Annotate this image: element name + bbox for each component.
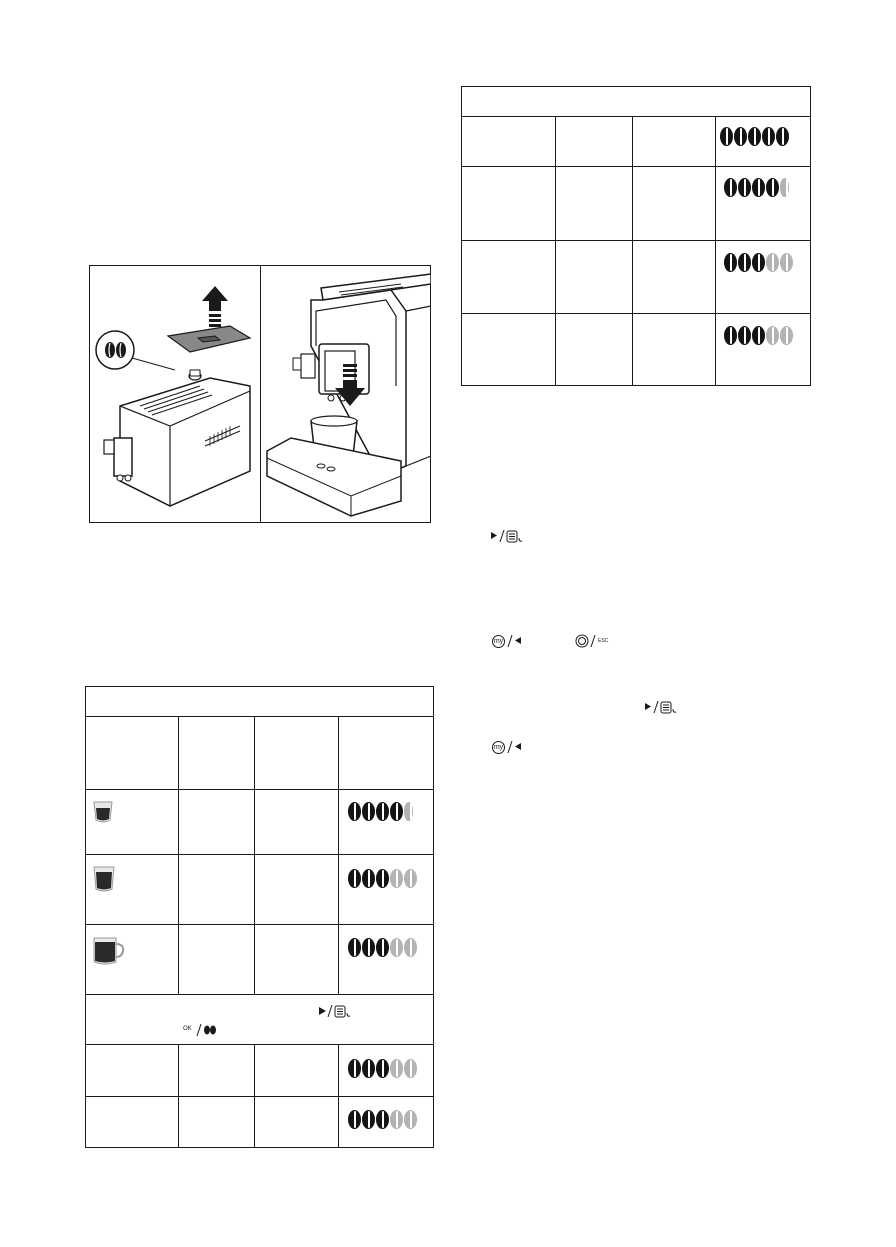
strength-rating bbox=[720, 127, 789, 146]
menu-icon bbox=[506, 530, 526, 544]
play-icon bbox=[645, 703, 651, 710]
slash-divider bbox=[507, 635, 513, 647]
slash-divider bbox=[196, 1024, 202, 1036]
my-label: my bbox=[493, 744, 504, 751]
back-arrow-icon bbox=[515, 637, 521, 644]
slash-divider bbox=[590, 635, 596, 647]
menu-icon bbox=[334, 1005, 354, 1019]
strength-rating bbox=[724, 178, 789, 197]
strength-rating bbox=[348, 802, 413, 821]
slash-divider bbox=[507, 741, 513, 753]
left-table bbox=[85, 686, 434, 1148]
strength-rating bbox=[724, 253, 793, 272]
strength-rating bbox=[348, 938, 417, 957]
play-icon bbox=[491, 532, 497, 539]
double-espresso-cup-icon bbox=[92, 864, 116, 894]
lower-spout-illustration bbox=[261, 266, 431, 522]
strength-rating bbox=[724, 326, 793, 345]
my-label: my bbox=[493, 638, 504, 645]
my-button-icon bbox=[492, 635, 505, 648]
beans-icon bbox=[203, 1025, 217, 1035]
strength-rating bbox=[348, 1110, 417, 1129]
my-button-icon bbox=[492, 741, 505, 754]
menu-icon bbox=[660, 701, 680, 715]
espresso-cup-icon bbox=[92, 799, 114, 825]
remove-cover-illustration bbox=[90, 266, 260, 522]
illustration-figure bbox=[89, 265, 431, 523]
strength-rating bbox=[348, 869, 417, 888]
settings-dial-icon bbox=[575, 634, 589, 648]
esc-label: ESC bbox=[598, 638, 609, 644]
ok-label: OK bbox=[183, 1026, 192, 1032]
strength-rating bbox=[348, 1059, 417, 1078]
coffee-mug-icon bbox=[92, 935, 126, 967]
slash-divider bbox=[653, 701, 659, 713]
back-arrow-icon bbox=[515, 743, 521, 750]
right-table bbox=[461, 86, 811, 386]
slash-divider bbox=[327, 1005, 333, 1017]
slash-divider bbox=[499, 530, 505, 542]
play-icon bbox=[319, 1007, 326, 1015]
